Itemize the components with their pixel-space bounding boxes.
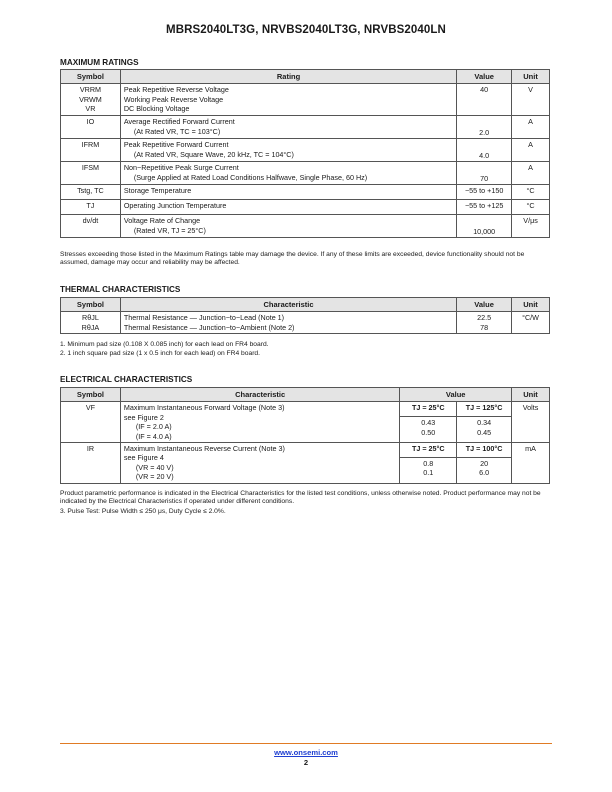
header-characteristic: Characteristic bbox=[120, 388, 399, 402]
max-ratings-title: MAXIMUM RATINGS bbox=[60, 58, 139, 67]
header-symbol: Symbol bbox=[61, 388, 121, 402]
value-cell: 6.0 bbox=[479, 468, 490, 478]
symbol-vf: VF bbox=[61, 402, 121, 443]
symbol-vr: VR bbox=[85, 104, 96, 114]
electrical-note: Product parametric performance is indicated in the Electrical Characteristics for the listed test conditions, unless otherwise noted. Product performance may not be indicated by the Electrical Characteristics if operated under different conditions. bbox=[60, 490, 541, 506]
table-row bbox=[61, 402, 550, 417]
value-cell: 0.8 bbox=[423, 458, 434, 468]
rating-unit: A bbox=[512, 162, 550, 185]
electrical-table bbox=[60, 387, 550, 484]
rating-value: 2.0 bbox=[457, 116, 512, 139]
characteristic-text: see Figure 4 bbox=[123, 453, 164, 463]
header-unit: Unit bbox=[512, 298, 550, 312]
condition-text: (IF = 2.0 A) bbox=[135, 422, 172, 432]
table-row bbox=[61, 312, 550, 334]
header-symbol: Symbol bbox=[61, 70, 121, 84]
symbol-ir: IR bbox=[61, 443, 121, 484]
condition-text: (IF = 4.0 A) bbox=[135, 431, 172, 441]
rating-text: Storage Temperature bbox=[120, 185, 456, 200]
rating-text: Working Peak Reverse Voltage bbox=[123, 94, 224, 104]
max-ratings-note: Stresses exceeding those listed in the Maximum Ratings table may damage the device. If any of these limits are exceeded, device functionality should not be assumed, damage may occur and reliability may be affected. bbox=[60, 251, 525, 267]
symbol-tstg: Tstg, TC bbox=[77, 186, 104, 196]
rating-value: 4.0 bbox=[457, 139, 512, 162]
thermal-value: 78 bbox=[480, 322, 489, 332]
temp-column-header: TJ = 25°C bbox=[400, 443, 457, 458]
thermal-unit: °C/W bbox=[512, 312, 550, 334]
rating-text: Peak Repetitive Reverse Voltage bbox=[123, 85, 229, 95]
header-value: Value bbox=[457, 70, 512, 84]
characteristic-text: Thermal Resistance — Junction−to−Ambient (Note 2) bbox=[123, 322, 295, 332]
max-ratings-table bbox=[60, 69, 550, 238]
symbol-rthjl: RθJL bbox=[82, 313, 99, 323]
rating-condition: (At Rated VR, TC = 103°C) bbox=[133, 126, 221, 136]
rating-unit: A bbox=[512, 116, 550, 139]
electrical-unit: mA bbox=[512, 443, 550, 484]
value-cell: 0.43 bbox=[421, 418, 436, 428]
value-cell: 0.50 bbox=[421, 427, 436, 437]
value-cell: 20 bbox=[480, 458, 489, 468]
table-row bbox=[61, 443, 550, 458]
rating-value: 10,000 bbox=[457, 215, 512, 238]
value-cell: 0.45 bbox=[477, 427, 492, 437]
table-row bbox=[61, 200, 550, 215]
symbol-io: IO bbox=[86, 117, 95, 127]
table-row bbox=[61, 116, 550, 139]
rating-condition: (Rated VR, TJ = 25°C) bbox=[133, 225, 206, 235]
value-cell: 0.1 bbox=[423, 468, 434, 478]
footer-divider bbox=[60, 743, 552, 744]
page-number: 2 bbox=[303, 758, 309, 767]
header-value: Value bbox=[457, 298, 512, 312]
symbol-dvdt: dv/dt bbox=[82, 216, 99, 226]
value-cell: 0.34 bbox=[477, 418, 492, 428]
rating-text: Average Rectified Forward Current bbox=[123, 117, 235, 127]
rating-value: −55 to +150 bbox=[457, 185, 512, 200]
rating-text: Voltage Rate of Change bbox=[123, 216, 201, 226]
electrical-title: ELECTRICAL CHARACTERISTICS bbox=[60, 375, 193, 384]
characteristic-text: Maximum Instantaneous Reverse Current (Note 3) bbox=[123, 444, 285, 454]
rating-unit: V bbox=[512, 84, 550, 116]
table-row bbox=[61, 185, 550, 200]
electrical-unit: Volts bbox=[512, 402, 550, 443]
thermal-note-1: 1. Minimum pad size (0.108 X 0.085 inch) for each lead on FR4 board. bbox=[60, 341, 269, 348]
characteristic-text: Thermal Resistance — Junction−to−Lead (Note 1) bbox=[123, 313, 285, 323]
rating-text: DC Blocking Voltage bbox=[123, 104, 190, 114]
temp-column-header: TJ = 125°C bbox=[457, 402, 512, 417]
rating-unit: V/μs bbox=[512, 215, 550, 238]
rating-text: Operating Junction Temperature bbox=[120, 200, 456, 215]
thermal-title: THERMAL CHARACTERISTICS bbox=[60, 285, 181, 294]
header-unit: Unit bbox=[512, 70, 550, 84]
rating-unit: A bbox=[512, 139, 550, 162]
symbol-ifsm: IFSM bbox=[81, 163, 99, 173]
rating-unit: °C bbox=[512, 200, 550, 215]
header-rating: Rating bbox=[120, 70, 456, 84]
symbol-ifrm: IFRM bbox=[81, 140, 100, 150]
table-row bbox=[61, 84, 550, 116]
thermal-table bbox=[60, 297, 550, 334]
symbol-tj: TJ bbox=[86, 201, 95, 211]
header-unit: Unit bbox=[512, 388, 550, 402]
condition-text: (VR = 20 V) bbox=[135, 472, 174, 482]
rating-unit: °C bbox=[512, 185, 550, 200]
rating-value: −55 to +125 bbox=[457, 200, 512, 215]
rating-text: Non−Repetitive Peak Surge Current bbox=[123, 163, 239, 173]
rating-value: 70 bbox=[457, 162, 512, 185]
rating-text: Peak Repetitive Forward Current bbox=[123, 140, 229, 150]
thermal-note-2: 2. 1 inch square pad size (1 x 0.5 inch for each lead) on FR4 board. bbox=[60, 350, 260, 357]
condition-text: (VR = 40 V) bbox=[135, 462, 174, 472]
table-row bbox=[61, 139, 550, 162]
temp-column-header: TJ = 100°C bbox=[457, 443, 512, 458]
symbol-rthja: RθJA bbox=[81, 322, 100, 332]
table-row bbox=[61, 162, 550, 185]
header-value: Value bbox=[400, 388, 512, 402]
characteristic-text: Maximum Instantaneous Forward Voltage (Note 3) bbox=[123, 403, 285, 413]
header-symbol: Symbol bbox=[61, 298, 121, 312]
characteristic-text: see Figure 2 bbox=[123, 412, 164, 422]
rating-value: 40 bbox=[457, 84, 512, 116]
rating-condition: (Surge Applied at Rated Load Conditions Halfwave, Single Phase, 60 Hz) bbox=[133, 172, 368, 182]
symbol-vrrm: VRRM bbox=[79, 85, 101, 95]
rating-condition: (At Rated VR, Square Wave, 20 kHz, TC = 104°C) bbox=[133, 149, 294, 159]
footer-link[interactable]: www.onsemi.com bbox=[274, 748, 338, 757]
symbol-vrwm: VRWM bbox=[79, 94, 102, 104]
page-title: MBRS2040LT3G, NRVBS2040LT3G, NRVBS2040LN bbox=[166, 24, 446, 36]
table-row bbox=[61, 215, 550, 238]
thermal-value: 22.5 bbox=[477, 313, 492, 323]
temp-column-header: TJ = 25°C bbox=[400, 402, 457, 417]
header-characteristic: Characteristic bbox=[120, 298, 456, 312]
electrical-note-3: 3. Pulse Test: Pulse Width ≤ 250 μs, Duty Cycle ≤ 2.0%. bbox=[60, 508, 226, 515]
